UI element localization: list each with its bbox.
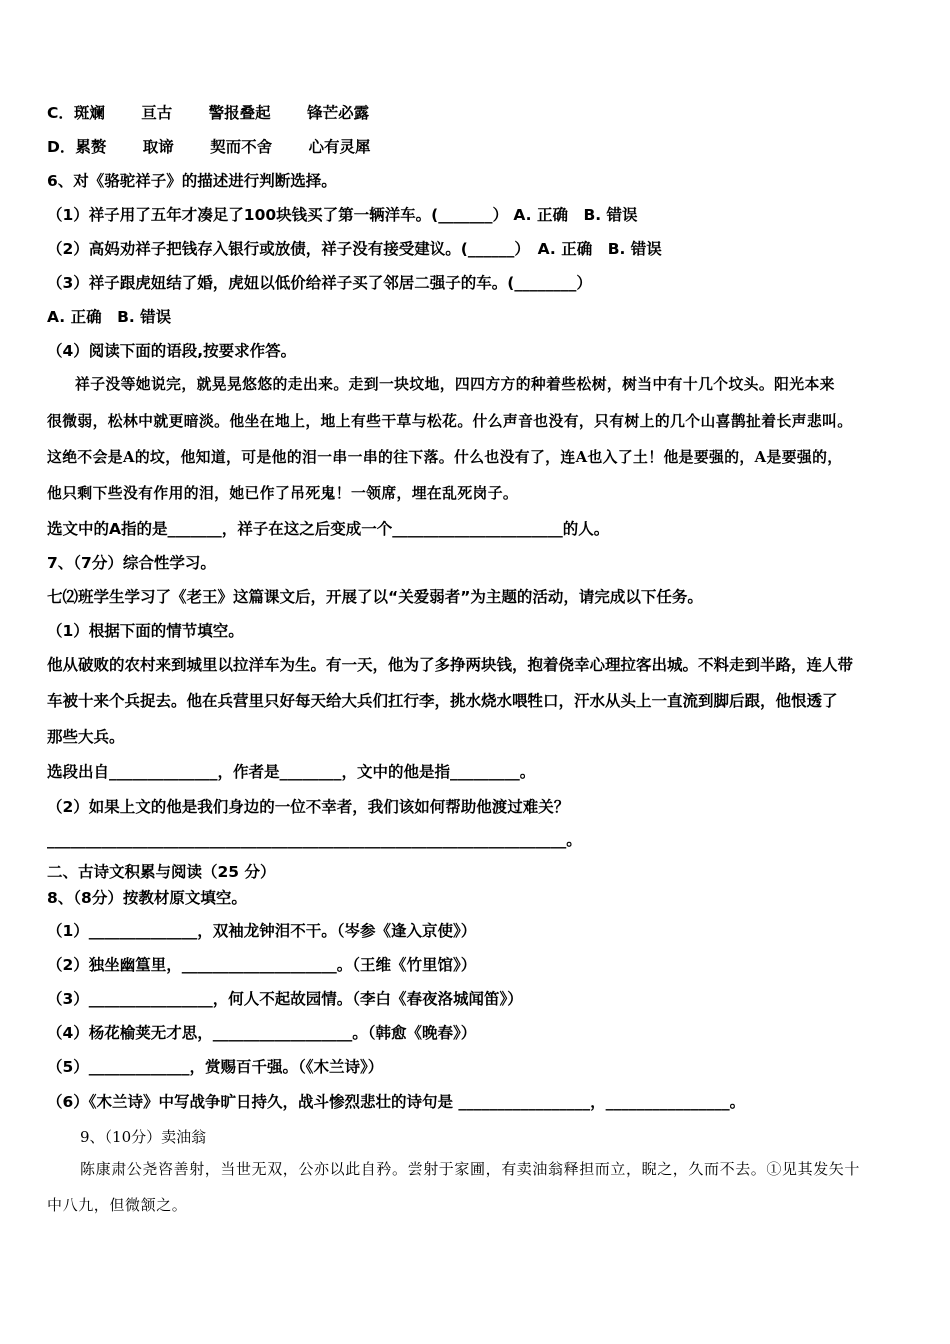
q8-item-5: （5）_____________，赏赐百千强。（《木兰诗》）	[47, 1058, 384, 1076]
q6-item-2: （2）高妈劝祥子把钱存入银行或放债，祥子没有接受建议。(______） A. 正确 B. 错误	[47, 240, 662, 258]
q7-answer-line: ___________________________________________________________________。	[47, 831, 582, 849]
q8-item-4: （4）杨花榆荚无才思，__________________。（韩愈《晚春》）	[47, 1024, 477, 1042]
q7-fill-blank: 选段出自______________，作者是________，文中的他是指_________。	[47, 763, 536, 781]
q9-passage-line: 陈康肃公尧咨善射，当世无双，公亦以此自矜。尝射于家圃，有卖油翁释担而立，睨之，久而不去。①见其发矢十	[80, 1160, 861, 1178]
q6-fill-blank: 选文中的A指的是_______，祥子在这之后变成一个______________________的人。	[47, 520, 610, 538]
passage-line: 这绝不会是A的坟，他知道，可是他的泪一串一串的往下落。什么也没有了，连A也入了土！他是要强的，A是要强的，	[47, 449, 843, 466]
question-7-title: 7、（7分）综合性学习。	[47, 554, 216, 572]
question-6-title: 6、对《骆驼祥子》的描述进行判断选择。	[47, 172, 337, 190]
q7-item-2: （2）如果上文的他是我们身边的一位不幸者，我们该如何帮助他渡过难关？	[47, 798, 570, 816]
q8-item-3: （3）________________，何人不起故园情。（李白《春夜洛城闻笛》）	[47, 990, 523, 1008]
q7-passage-line: 那些大兵。	[47, 728, 125, 746]
passage-line: 他只剩下些没有作用的泪，她已作了吊死鬼！一领席，埋在乱死岗子。	[47, 485, 519, 502]
option-c: C．斑斓 亘古 警报叠起 锋芒必露	[47, 104, 370, 122]
q7-passage-line: 车被十来个兵捉去。他在兵营里只好每天给大兵们扛行李，挑水烧水喂牲口，汗水从头上一直流到脚后跟，他恨透了	[47, 692, 838, 710]
q6-item-1: （1）祥子用了五年才凑足了100块钱买了第一辆洋车。(_______） A. 正确 B. 错误	[47, 206, 638, 224]
q6-item-4: （4）阅读下面的语段,按要求作答。	[47, 342, 297, 360]
q8-item-6: （6）《木兰诗》中写战争旷日持久，战斗惨烈悲壮的诗句是 _________________，________________。	[47, 1093, 746, 1111]
q8-item-1: （1）______________，双袖龙钟泪不干。（岑参《逢入京使》）	[47, 922, 477, 940]
q7-passage-line: 他从破败的农村来到城里以拉洋车为生。有一天，他为了多挣两块钱，抱着侥幸心理拉客出城。不料走到半路，连人带	[47, 656, 854, 674]
q6-item-3-options: A. 正确 B. 错误	[47, 308, 172, 326]
q6-item-3: （3）祥子跟虎妞结了婚，虎妞以低价给祥子买了邻居二强子的车。(________）	[47, 274, 592, 292]
q7-item-1: （1）根据下面的情节填空。	[47, 622, 244, 640]
option-d: D．累赘 取谛 契而不舍 心有灵犀	[47, 138, 371, 156]
passage-line: 很微弱，松林中就更暗淡。他坐在地上，地上有些干草与松花。什么声音也没有，只有树上的几个山喜鹊扯着长声悲叫。	[47, 413, 853, 430]
question-8-title: 8、（8分）按教材原文填空。	[47, 889, 247, 907]
section-2-heading: 二、古诗文积累与阅读（25 分）	[47, 863, 276, 881]
question-9-title: 9、（10分）卖油翁	[80, 1128, 207, 1146]
q7-intro: 七⑵班学生学习了《老王》这篇课文后，开展了以“关爱弱者”为主题的活动，请完成以下任务。	[47, 588, 703, 606]
q9-passage-line: 中八九，但微颔之。	[47, 1196, 188, 1214]
passage-line: 祥子没等她说完，就晃晃悠悠的走出来。走到一块坟地，四四方方的种着些松树，树当中有十几个坟头。阳光本来	[75, 376, 835, 393]
q8-item-2: （2）独坐幽篁里，____________________。（王维《竹里馆》）	[47, 956, 477, 974]
